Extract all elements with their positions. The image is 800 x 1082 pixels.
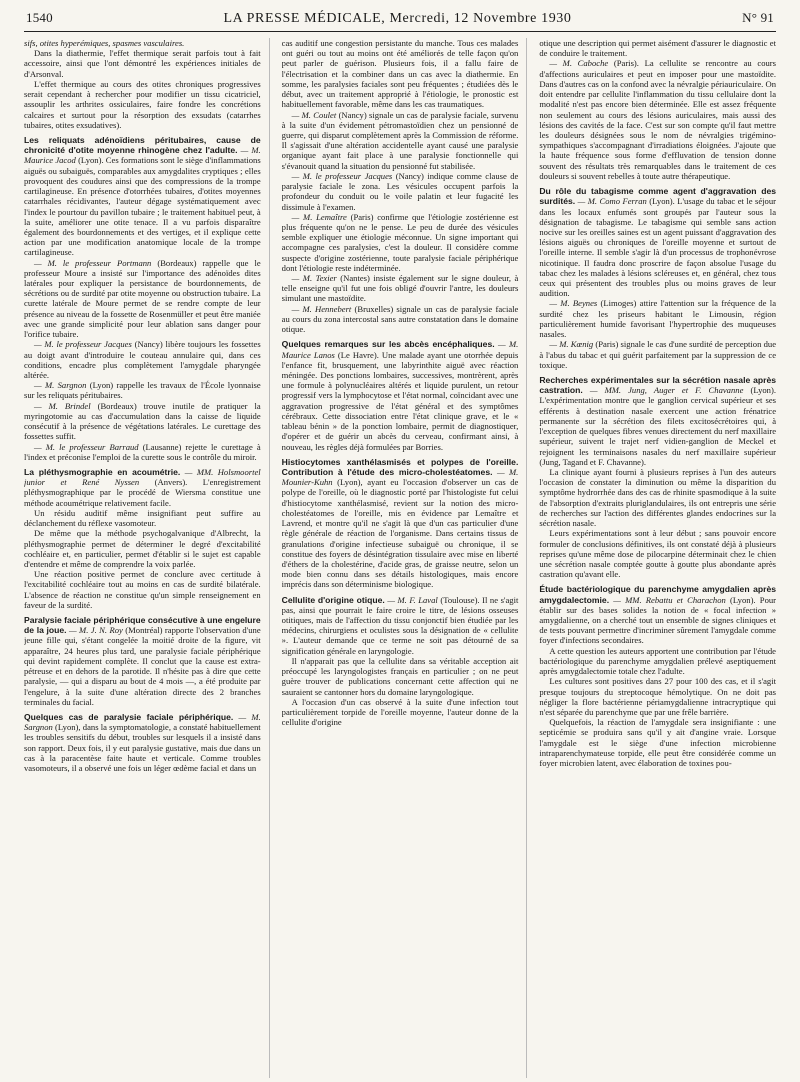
paragraph-text: (Nancy) libère toujours les fossettes au doigt avant d'introduire le couteau annulaire qui, dans ces conditions, encadre plus complètement l'amygdale pharyngée altérée. [24,339,261,380]
italic-text: sifs, otites hyperémiques, spasmes vasculaires. [24,38,185,48]
section-heading: Recherches expérimentales sur la sécrétion nasale après castration. [539,375,777,396]
paragraph [282,110,519,171]
paragraph-text: (Lyon), dans la symptomatologie, a constaté habituellement les troubles sensitifs du début, troubles sur lesquels il a insisté dans son rapport. Deux fois, il y eut paralysie gustative, mais due dans un cas à la paracentèse faite haute et verticale. Comme troubles vasomoteurs, il a observé une fois un léger œdème facial et dans un [24,722,261,774]
paragraph [24,528,261,569]
author-name: — M. Texier [291,273,337,284]
section-paragraph [539,584,776,645]
section-heading: Étude bactériologique du parenchyme amygdalien après amygdalectomie. [539,584,777,605]
author-name: — M. le professeur Barraud [34,441,139,452]
author-name: — M. le professeur Portmann [34,257,152,268]
paragraph [539,38,776,58]
paragraph-text: (Lyon). Pour établir sur des bases solides la notion de « focal infection » amygdalienne, on a cherché tout un ensemble de signes cliniques et de tests pouvant permettre d'incriminer sûrement l'amygdale comme foyer d'infections secondaires. [539,594,777,646]
paragraph [539,528,776,579]
paragraph-text: (Bordeaux) rappelle que le professeur Moure a insisté sur l'importance des adénoïdes dites latérales pour expliquer la persistance de bourdonnements, de sécrétions ou de surdité par otite moyenne ou obstruction tubaire. La curette latérale de Moure permet de se rendre compte de leur présence au niveau de la fossette de Rosenmüller et peut être maniée avec une grande simplicité pour leur ablation sans danger pour l'orifice tubaire. [24,257,261,340]
paragraph [24,442,261,462]
paragraph-text: (Toulouse). Il ne s'agit pas, ainsi que pourrait le faire croire le titre, de lésions osseuses otitiques, mais de l'affection du tissu conjonctif bien étudiée par les médecins, chirurgiens et oculistes sous la désignation de « cellulite ». L'auteur demande que ce terme ne soit pas détourné de sa signification générale en laryngologie. [281,594,519,656]
section-paragraph [24,712,261,773]
author-name: — M. F. Laval [387,594,438,605]
paragraph [282,212,519,273]
paragraph [539,298,776,339]
paragraph-text: (Lyon) rappelle les travaux de l'École lyonnaise sur les reliquats péritubaires. [24,380,261,401]
paragraph-text: (Paris) signale le cas d'une surdité de perception due à l'abus du tabac et qui guérit parfaitement par la suppression de ce toxique. [539,339,777,370]
paragraph [282,171,519,212]
section-paragraph [24,135,261,258]
author-name: — M. Coulet [291,109,337,120]
author-name: — M. Como Ferran [577,196,647,207]
paragraph [539,676,776,717]
paragraph-text: (Le Havre). Une malade ayant une otorrhée depuis l'enfance fit, brusquement, une labyrinthite aiguë avec réaction méningée. Des ponctions lombaires, successives, montrèrent, après une formule à polynucléaires altérés et liquide purulent, un retour progressif vers la lymphocytose et l'état normal, coïncidant avec une aggravation progressive de l'état général et des symptômes cérébraux. Cette dissociation entre l'état clinique grave, et le « tableau bénin » de la ponction lombaire, permit de diagnostiquer, d'opérer et de guérir un abcès du cerveau, confirmant ainsi, à nouveau, les règles déjà formulées par Borries. [281,349,519,452]
section-paragraph [282,339,519,451]
paragraph-text: (Limoges) attire l'attention sur la fréquence de la surdité chez les priseurs habitant le Limousin, région particulièrement humide favorisant l'hypertrophie des muqueuses nasales. [539,298,777,340]
section-heading: Paralysie faciale périphérique consécutive à une engelure de la joue. [24,615,261,636]
section-heading: Histiocytomes xanthélasmisés et polypes de l'oreille. Contribution à l'étude des micro-cholestéatomes. [281,456,519,477]
paragraph-text: Quelquefois, la réaction de l'amygdale sera insignifiante : une septicémie se produira sans qu'il y ait d'angine vraie. Lorsque l'amygdale est le siège d'une infection microbienne intraparenchymateuse torpide, elle peut être considérée comme un foyer microbien latent, avec élaboration de toxines pou- [539,717,777,769]
paragraph [282,304,519,335]
author-name: — MM. Rebattu et Charachon [613,594,726,605]
section-heading: Les reliquats adénoïdiens péritubaires, cause de chronicité d'otite moyenne rhinogène chez l'adulte. [24,134,261,156]
header-rule [24,31,776,32]
paragraph-text: (Lyon), ayant eu l'occasion d'observer un cas de polype de l'oreille, où le diagnostic porté par l'histologiste fut celui d'histiocytome xanthélasmisé, revient sur la notion des micro-cholestéatomes de l'oreille, mis en évidence par Lemaître et Lavrend, et montre qu'il ne s'agit là que d'un cas particulier d'une règle générale de réaction de l'organisme. Dans certains tissus de granulations d'origine infectieuse subaiguë ou chronique, il se constitue des foyers de désintégration tissulaire avec mise en liberté d'éthers de la cholestérine, d'acide gras, de graisse neutre, selon un mode bien connu dans ses détails histologiques, mais encore imprécis dans son déterminisme biologique. [281,477,519,590]
paragraph-text: (Bruxelles) signale un cas de paralysie faciale au cours du zona intercostal sans autre constatation dans le domaine otique. [281,303,519,335]
paragraph-text: (Lyon). L'usage du tabac et le séjour dans les locaux enfumés sont groupés par l'auteur sous la désignation de tabagisme. Le tabagisme qui semble sans action nocive sur les oreilles saines est un agent puissant d'aggravation des lésions aiguës ou chroniques de l'oreille moyenne et surtout de l'oreille interne. Il semble s'agir là d'un processus de trophonévrose nicotinique. Il faudra donc proscrire de façon absolue l'usage du tabac chez les malades à lésions scléreuses et, en général, chez tous ceux qui présentent des troubles plus ou moins graves de leur audition. [539,196,777,299]
paragraph-text: (Montréal) rapporte l'observation d'une jeune fille qui, s'étant congelée la moitié droite de la figure, vit apparaître, 24 heures plus tard, une paralysie faciale périphérique qui devint rapidement complète. Il conclut que la cause est extra-pétreuse et en dehors de la parotide. Il n'hésite pas à dire que cette paralysie, — qui a disparu au bout de 4 mois —, a été produite par l'engelure, à la suite d'une altération directe des 2 branches terminales du facial. [24,625,261,707]
paragraph [24,38,261,48]
section-heading: La pléthysmographie en acoumétrie. [24,466,181,477]
page-number: 1540 [26,10,53,25]
paragraph [282,273,519,304]
paragraph [539,646,776,677]
column-3 [539,38,776,1078]
article-columns [24,38,776,1078]
paragraph [282,697,519,728]
paragraph-text: (Bordeaux) trouve inutile de pratiquer la myringotomie au cas d'accumulation dans la caisse de liquide consécutif à la présence de végétations latérales. Le curettage des fossettes suffit. [24,400,261,442]
section-paragraph [539,186,776,298]
author-name: — MM. Jung, Auger et F. Chavanne [589,385,744,396]
section-paragraph [539,375,776,467]
paragraph-text: Il n'apparait pas que la cellulite dans sa véritable acception ait préoccupé les laryngologistes français en particulier ; on ne peut guère trouver de publications concernant cette affection qui ne sauraient se cantonner hors du domaine laryngologique. [281,655,519,697]
author-name: — M. Caboche [549,58,609,69]
author-name: — M. le professeur Jacques [34,339,132,350]
paragraph [282,38,519,110]
author-name: — M. Beynes [549,298,598,309]
journal-title-line [223,11,571,27]
issue-date: Mercredi, 12 Novembre 1930 [389,11,572,26]
column-2 [282,38,528,1078]
column-1 [24,38,270,1078]
paragraph [24,380,261,400]
paragraph-text: (Anvers). L'enregistrement pléthysmographique par le procédé de Wiersma constitue une méthode acoumétrique relativement facile. [24,477,261,508]
paragraph [24,401,261,442]
author-name: — M. Lemaître [291,211,347,222]
paragraph-text: La clinique ayant fourni à plusieurs reprises à l'un des auteurs l'occasion de constater la diminution ou même la disparition du symptôme hydrorrhée dans des cas de rhinite spasmodique à la suite de l'absorption d'extraits pluriglandulaires, ils ont entrepris une série de recherches sur l'action des différentes glandes endocrines sur la sécrétion nasale. [539,466,777,529]
author-name: — M. Mounier-Kuhn [281,466,519,488]
paragraph [282,656,519,697]
section-heading: Cellulite d'origine otique. [281,594,385,605]
paragraph [539,717,776,768]
paragraph-text: (Nantes) insiste également sur le signe douleur, à telle enseigne qu'il fut une fois obligé d'ouvrir l'antre, les douleurs simulant une mastoïdite. [281,273,519,304]
journal-title: LA PRESSE MÉDICALE, [223,11,386,26]
author-name: — M. J. N. Roy [69,625,123,636]
paragraph-text: (Lyon). Ces formations sont le siège d'inflammations aiguës ou subaiguës, comparables aux amygdalites cryptiques ; elles provoquent des coudures ainsi que des compressions de la trompe cartilagineuse. En présence d'otorrhées tubaires, d'otites moyennes catarrhales récidivantes, l'auteur dégage systématiquement avec l'index le pourtour du pavillon tubaire ; le traitement habituel peut, à la suite, améliorer une otite tenace. Il a vu parfois disparaître également des bourdonnements et des vertiges, et il explique cette action par une modification anatomique locale de la trompe cartilagineuse. [24,155,261,258]
paragraph [24,339,261,380]
paragraph-text: (Paris). La cellulite se rencontre au cours d'affections auriculaires et peut en imposer pour une mastoïdite. Dans d'autres cas on la confond avec la névralgie périauriculaire. On doit entendre par cellulite l'inflammation du tissu cellulaire dont la modalité n'est pas encore bien déterminée. Elle est assez fréquente non seulement au cours des lésions auriculaires, mais aussi des lésions des cavités de la face. C'est sur son compte qu'il faut mettre les douleurs désignées sous le nom de névralgies trigémino-sympathiques s'accompagnant d'irradiations éloignées. J'ajoute que la haute fréquence sous forme d'effluvation de tension donne souvent des résultats très remarquables dans le traitement de ces douleurs si souvent rebelles à toute autre thérapeutique. [539,58,777,181]
paragraph-text: Les cultures sont positives dans 27 pour 100 des cas, et il s'agit presque toujours du streptocoque hémolytique. On ne doit pas négliger la flore bactérienne périamygdalienne intracryptique qui n'est séparée du parenchyme que par une frêle barrière. [539,676,777,717]
paragraph-text: otique une description qui permet aisément d'assurer le diagnostic et de conduire le traitement. [539,38,777,59]
paragraph-text: (Nancy) signale un cas de paralysie faciale, survenu à la suite d'un évidement pétromastoïdien chez un pensionné de guerre, qui disparut complètement après la Commission de réforme. Il s'agissait d'une altération accidentelle ayant causé une paralysie organique ayant fait place à une paralysie fonctionnelle qui s'évanouit quand la situation du pensionné fut stabilisée. [281,109,519,171]
author-name: — M. Kœnig [549,339,594,350]
author-name: — M. le professeur Jacques [291,170,393,181]
author-name: — M. Sargnon [24,712,261,733]
issue-number: N° 91 [742,10,774,25]
section-heading: Quelques remarques sur les abcès encéphaliques. [281,339,495,350]
paragraph [24,79,261,130]
paragraph-text: (Lausanne) rejette le curettage à l'index et préconise l'emploi de la curette sous le contrôle du miroir. [24,441,261,462]
paragraph-text: L'effet thermique au cours des otites chroniques progressives serait cependant à rechercher pour modifier un tissu cicatriciel, assouplir les arthrites ossiculaires, faire fondre les concrétions calcaires et surtout pour la résorption des exsudats (catarrhes tubaires, otites exsudatives). [24,78,261,130]
section-heading: Quelques cas de paralysie faciale périphérique. [24,712,234,722]
author-name: — M. Maurice Jacod [24,145,261,166]
paragraph-text: A l'occasion d'un cas observé à la suite d'une infection tout particulièrement torpide de l'oreille moyenne, l'auteur donne de la cellulite d'origine [281,696,519,728]
section-paragraph [282,595,519,656]
author-name: — M. Maurice Lanos [281,339,519,360]
author-name: — M. Brindel [34,400,91,411]
paragraph [539,58,776,181]
paragraph-text: A cette question les auteurs apportent une contribution par l'étude bactériologique du parenchyme amygdalien prélevé aseptiquement après amygdalectomie totale chez l'adulte. [539,645,777,677]
paragraph [539,467,776,528]
paragraph-text: Leurs expérimentations sont à leur début ; sans pouvoir encore formuler de conclusions définitives, ils ont constaté déjà à plusieurs reprises qu'une même dose de pilocarpine déterminait chez le chien une sécrétion nasale comptée goutte à goutte plus abondante après castration qu'avant elle. [539,528,777,580]
paragraph-text: Une réaction positive permet de conclure avec certitude à l'excitabilité cochléaire tout au moins en cas de surdité bilatérale. L'absence de réaction ne constitue qu'un simple renseignement en faveur de la surdité. [24,569,261,610]
page-header [24,10,776,27]
paragraph [24,258,261,340]
paragraph [24,569,261,610]
section-heading: Du rôle du tabagisme comme agent d'aggravation des surdités. [539,186,777,207]
author-name: — M. Hennebert [291,303,352,314]
author-name: — M. Sargnon [34,380,87,391]
paragraph-text: (Paris) confirme que l'étiologie zostérienne est plus fréquente qu'on ne le pense. Le peu de durée des vésicules semble expliquer une étiologie méconnue. Un signe important qui accompagne ces paralysies, c'est la douleur. Il considère comme suspecte d'origine zostérienne, toute paralysie faciale périphérique dont l'étiologie reste indéterminée. [281,211,519,273]
section-paragraph [24,467,261,508]
section-paragraph [24,615,261,707]
author-name: — MM. Holsmoortel junior et René Nyssen [24,466,261,488]
paragraph-text: (Lyon). L'expérimentation montre que le ganglion cervical supérieur et ses efférents à destination nasale exercent une action frénatrice permanente sur la sécrétion des filets excitosécrétoires qui, à l'exception de quelques fibres venues directement du nerf maxillaire supérieur, suivent le trajet nerf vidien-ganglion de Meckel et rejoignent les terminaisons nasales du nerf maxillaire supérieur (Jung, Tagand et F. Chavanne). [539,385,777,467]
paragraph [24,508,261,528]
paragraph [539,339,776,370]
paragraph [24,48,261,79]
section-paragraph [282,457,519,590]
paragraph-text: Dans la diathermie, l'effet thermique serait parfois tout à fait accessoire, ainsi que l'ont démontré les expériences initiales de d'Arsonval. [24,48,261,79]
paragraph-text: Un résidu auditif même insignifiant peut suffire au déclanchement du réflexe vasomoteur. [24,507,261,529]
paragraph-text: (Nancy) indique comme clause de paralysie faciale le zona. Les vésicules occupent parfois la profondeur du conduit ou le voile palatin et leur fugacité les dissimule à l'examen. [281,170,519,212]
paragraph-text: De même que la méthode psychogalvanique d'Albrecht, la pléthysmographie permet de déterminer le degré d'excitabilité cochléaire et, en particulier, permet d'établir si le sujet est capable d'entendre et même de comprendre la voix parlée. [24,528,261,569]
paragraph-text: cas auditif une congestion persistante du manche. Tous ces malades ont guéri ou tout au moins ont été améliorés de telle façon qu'on peut parler de guérison. Plusieurs fois, il a fallu faire de l'électrisation et la combiner dans un cas avec la diathermie. En somme, les paralysies faciales sont peu fréquentes ; étudiées dès le début, avec un traitement approprié à l'étiologie, le pronostic est habituellement favorable, même dans les cas traumatiques. [281,38,519,110]
